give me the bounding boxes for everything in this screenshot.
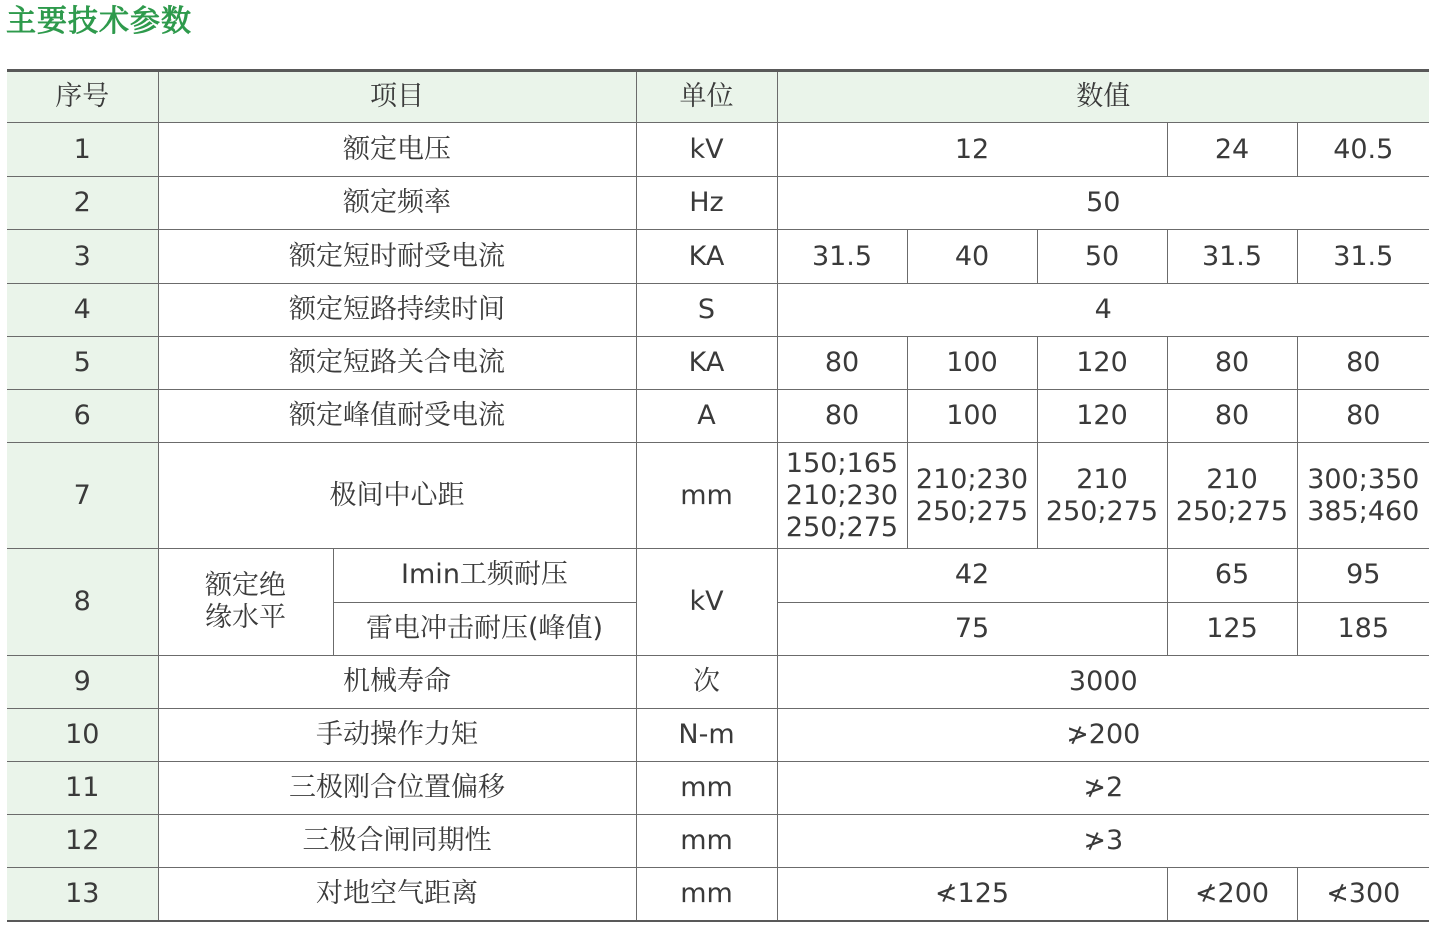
row-value: 120 — [1037, 389, 1167, 442]
table-row — [7, 123, 1429, 177]
row-value: 40 — [907, 230, 1037, 283]
row-unit: N-m — [636, 708, 777, 761]
row-item: 三极刚合位置偏移 — [158, 762, 636, 815]
table-row — [7, 336, 1429, 389]
row-unit: S — [636, 283, 777, 336]
row-value-multiline — [1297, 443, 1429, 549]
row-index: 4 — [7, 283, 158, 336]
row-item: 额定频率 — [158, 177, 636, 230]
row-value: ≯2 — [777, 762, 1429, 815]
row-unit: mm — [636, 815, 777, 868]
header-value: 数值 — [777, 71, 1429, 123]
row-value: ≯200 — [777, 708, 1429, 761]
row-value: 65 — [1167, 549, 1297, 602]
row-item: 额定短路持续时间 — [158, 283, 636, 336]
row-subitem: 雷电冲击耐压(峰值) — [333, 602, 636, 655]
row-index: 13 — [7, 868, 158, 921]
row-value: 4 — [777, 283, 1429, 336]
row-item: 额定短时耐受电流 — [158, 230, 636, 283]
table-row — [7, 868, 1429, 921]
row-index: 6 — [7, 389, 158, 442]
row-value: ≯3 — [777, 815, 1429, 868]
row-index: 7 — [7, 443, 158, 549]
row-item: 机械寿命 — [158, 655, 636, 708]
row-index: 5 — [7, 336, 158, 389]
row-unit: kV — [636, 123, 777, 177]
group-line: 额定绝 — [205, 570, 286, 602]
row-index: 8 — [7, 549, 158, 655]
header-unit: 单位 — [636, 71, 777, 123]
row-index: 9 — [7, 655, 158, 708]
row-value: 42 — [777, 549, 1167, 602]
row-value: 75 — [777, 602, 1167, 655]
table-row — [7, 230, 1429, 283]
row-item: 额定峰值耐受电流 — [158, 389, 636, 442]
value-line: 250;275 — [1045, 495, 1159, 527]
row-value: 80 — [1297, 336, 1429, 389]
value-line: 250;275 — [1175, 495, 1289, 527]
page-title: 主要技术参数 — [6, 4, 192, 39]
row-value: 40.5 — [1297, 123, 1429, 177]
row-item: 手动操作力矩 — [158, 708, 636, 761]
row-unit: mm — [636, 868, 777, 921]
row-value: 31.5 — [777, 230, 907, 283]
value-line: 150;165 — [785, 447, 899, 479]
row-value: 120 — [1037, 336, 1167, 389]
group-line: 缘水平 — [205, 602, 286, 634]
value-line: 210 — [1206, 463, 1258, 495]
table-row — [7, 762, 1429, 815]
row-value: 12 — [777, 123, 1167, 177]
row-value: 80 — [777, 336, 907, 389]
row-index: 2 — [7, 177, 158, 230]
row-value: 50 — [1037, 230, 1167, 283]
value-line: 210;230 — [915, 463, 1029, 495]
row-value-multiline — [1167, 443, 1297, 549]
table-header-row — [7, 71, 1429, 123]
value-line: 210 — [1076, 463, 1128, 495]
row-value: 80 — [1167, 336, 1297, 389]
table-row — [7, 283, 1429, 336]
row-subitem: Imin工频耐压 — [333, 549, 636, 602]
row-value: 100 — [907, 336, 1037, 389]
row-value: 185 — [1297, 602, 1429, 655]
row-value-multiline — [1037, 443, 1167, 549]
row-value: 125 — [1167, 602, 1297, 655]
row-unit: KA — [636, 336, 777, 389]
row-unit: mm — [636, 762, 777, 815]
row-value: ≮200 — [1167, 868, 1297, 921]
row-value: 80 — [1167, 389, 1297, 442]
table-row — [7, 443, 1429, 549]
header-item: 项目 — [158, 71, 636, 123]
row-value: 31.5 — [1167, 230, 1297, 283]
row-index: 12 — [7, 815, 158, 868]
table-row — [7, 815, 1429, 868]
row-value: 24 — [1167, 123, 1297, 177]
spec-table — [7, 69, 1429, 922]
row-unit: A — [636, 389, 777, 442]
row-item: 对地空气距离 — [158, 868, 636, 921]
row-item: 极间中心距 — [158, 443, 636, 549]
table-row — [7, 389, 1429, 442]
row-value-multiline — [777, 443, 907, 549]
row-group-label — [158, 549, 333, 655]
row-item: 额定电压 — [158, 123, 636, 177]
value-line: 250;275 — [785, 511, 899, 543]
table-row — [7, 655, 1429, 708]
table-row — [7, 708, 1429, 761]
row-value: 100 — [907, 389, 1037, 442]
value-line: 300;350 — [1307, 463, 1420, 495]
row-value: 80 — [1297, 389, 1429, 442]
row-unit: KA — [636, 230, 777, 283]
row-value: ≮125 — [777, 868, 1167, 921]
header-index: 序号 — [7, 71, 158, 123]
row-unit: mm — [636, 443, 777, 549]
row-value: ≮300 — [1297, 868, 1429, 921]
row-index: 10 — [7, 708, 158, 761]
row-item: 三极合闸同期性 — [158, 815, 636, 868]
table-row — [7, 177, 1429, 230]
row-unit: Hz — [636, 177, 777, 230]
row-value: 80 — [777, 389, 907, 442]
row-value: 3000 — [777, 655, 1429, 708]
row-item: 额定短路关合电流 — [158, 336, 636, 389]
row-index: 1 — [7, 123, 158, 177]
row-value: 50 — [777, 177, 1429, 230]
row-index: 11 — [7, 762, 158, 815]
row-value: 95 — [1297, 549, 1429, 602]
row-index: 3 — [7, 230, 158, 283]
value-line: 385;460 — [1307, 495, 1420, 527]
value-line: 250;275 — [915, 495, 1029, 527]
row-value-multiline — [907, 443, 1037, 549]
table-row — [7, 549, 1429, 602]
row-unit: 次 — [636, 655, 777, 708]
row-unit: kV — [636, 549, 777, 655]
value-line: 210;230 — [785, 479, 899, 511]
row-value: 31.5 — [1297, 230, 1429, 283]
